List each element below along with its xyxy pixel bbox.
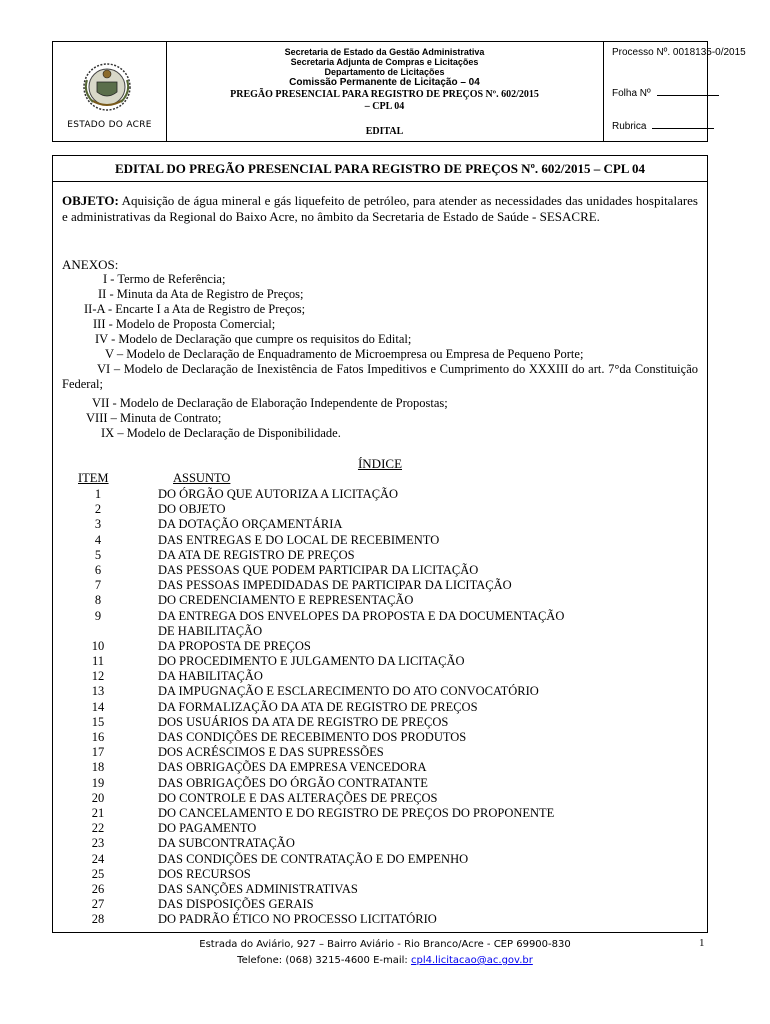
- indice-col-assunto: ASSUNTO: [173, 471, 231, 485]
- header-title-cell: [166, 42, 604, 141]
- indice-row: [53, 836, 709, 851]
- indice-row: [53, 684, 709, 699]
- logo-cell: [53, 42, 167, 141]
- indice-title: ÍNDICE: [357, 456, 403, 471]
- indice-row: [53, 700, 709, 715]
- indice-row: [53, 624, 709, 639]
- indice-item-subject: DAS OBRIGAÇÕES DO ÓRGÃO CONTRATANTE: [158, 775, 428, 790]
- indice-item-subject: DO CANCELAMENTO E DO REGISTRO DE PREÇOS DO PROPONENTE: [158, 805, 555, 820]
- indice-item-number: 15: [91, 714, 105, 729]
- indice-item-subject: DA SUBCONTRATAÇÃO: [158, 836, 295, 851]
- indice-item-number: 23: [91, 836, 105, 851]
- indice-item-subject: DAS DISPOSIÇÕES GERAIS: [158, 897, 314, 912]
- indice-item-number: 7: [94, 578, 102, 593]
- indice-item-subject: DAS PESSOAS IMPEDIDADAS DE PARTICIPAR DA LICITAÇÃO: [158, 578, 512, 593]
- indice-item-subject: DAS OBRIGAÇÕES DA EMPRESA VENCEDORA: [158, 760, 427, 775]
- processo-number: Processo Nº. 0018135-0/2015: [612, 47, 746, 58]
- indice-row: [53, 533, 709, 548]
- folha-field: [612, 86, 719, 99]
- indice-row: [53, 806, 709, 821]
- secretaria-line: Secretaria de Estado da Gestão Administrativa: [284, 47, 485, 57]
- indice-row: [53, 882, 709, 897]
- indice-item-subject: DE HABILITAÇÃO: [158, 623, 263, 638]
- estado-label: ESTADO DO ACRE: [67, 120, 152, 130]
- indice-row: [53, 487, 709, 502]
- indice-item-subject: DAS CONDIÇÕES DE CONTRATAÇÃO E DO EMPENHO: [158, 851, 469, 866]
- anexo-item: IV - Modelo de Declaração que cumpre os requisitos do Edital;: [95, 332, 412, 346]
- document-header: [52, 41, 746, 142]
- indice-item-number: 19: [91, 775, 105, 790]
- pregao-line-1: PREGÃO PRESENCIAL PARA REGISTRO DE PREÇOS Nº. 602/2015: [230, 89, 539, 100]
- indice-row: [53, 563, 709, 578]
- indice-item-number: 8: [94, 593, 102, 608]
- indice-item-subject: DO PROCEDIMENTO E JULGAMENTO DA LICITAÇÃO: [158, 654, 465, 669]
- indice-row: [53, 593, 709, 608]
- indice-item-number: 24: [91, 851, 105, 866]
- indice-item-number: 16: [91, 730, 105, 744]
- indice-item-number: 18: [91, 760, 105, 775]
- page-number: 1: [699, 937, 705, 949]
- indice-item-subject: DAS ENTREGAS E DO LOCAL DE RECEBIMENTO: [158, 532, 440, 547]
- footer-email-link[interactable]: cpl4.licitacao@ac.gov.br: [410, 955, 533, 966]
- folha-label: Folha Nº: [612, 88, 651, 99]
- indice-item-number: 5: [94, 547, 102, 562]
- indice-list: [53, 487, 709, 927]
- process-info-cell: [604, 42, 746, 141]
- indice-item-subject: DO CONTROLE E DAS ALTERAÇÕES DE PREÇOS: [158, 790, 438, 805]
- indice-item-number: 4: [94, 532, 102, 547]
- anexo-item: II-A - Encarte I a Ata de Registro de Preços;: [84, 302, 306, 316]
- indice-row: [53, 517, 709, 532]
- title-divider: [53, 181, 707, 182]
- anexo-item: IX – Modelo de Declaração de Disponibilidade.: [101, 426, 341, 440]
- footer-address: Estrada do Aviário, 927 – Bairro Aviário - Rio Branco/Acre - CEP 69900-830: [199, 939, 571, 950]
- indice-row: [53, 867, 709, 882]
- indice-row: [53, 548, 709, 563]
- objeto-paragraph: [62, 193, 698, 225]
- indice-item-subject: DOS ACRÉSCIMOS E DAS SUPRESSÕES: [158, 745, 384, 760]
- indice-item-subject: DA IMPUGNAÇÃO E ESCLARECIMENTO DO ATO CONVOCATÓRIO: [158, 684, 539, 699]
- edital-title: EDITAL DO PREGÃO PRESENCIAL PARA REGISTRO DE PREÇOS Nº. 602/2015 – CPL 04: [114, 161, 646, 176]
- pregao-line-2: – CPL 04: [364, 101, 405, 112]
- indice-row: [53, 745, 709, 760]
- indice-item-subject: DO OBJETO: [158, 502, 226, 517]
- indice-item-subject: DA HABILITAÇÃO: [158, 669, 263, 684]
- indice-row: [53, 715, 709, 730]
- indice-item-subject: DA DOTAÇÃO ORÇAMENTÁRIA: [158, 517, 343, 532]
- anexo-item: VIII – Minuta de Contrato;: [86, 411, 222, 425]
- anexo-item: V – Modelo de Declaração de Enquadramento de Microempresa ou Empresa de Pequeno Porte;: [105, 347, 584, 361]
- rubrica-field: [612, 119, 714, 132]
- anexo-item: I - Termo de Referência;: [103, 272, 226, 286]
- page-footer: [0, 937, 770, 969]
- indice-item-number: 1: [94, 487, 102, 501]
- indice-item-subject: DA FORMALIZAÇÃO DA ATA DE REGISTRO DE PREÇOS: [158, 699, 478, 714]
- rubrica-label: Rubrica: [612, 121, 647, 132]
- rubrica-blank: [652, 119, 714, 129]
- indice-item-subject: DO CREDENCIAMENTO E REPRESENTAÇÃO: [158, 593, 414, 608]
- indice-row: [53, 760, 709, 775]
- indice-item-number: 28: [91, 912, 105, 927]
- indice-row: [53, 776, 709, 791]
- indice-item-subject: DA ENTREGA DOS ENVELOPES DA PROPOSTA E DA DOCUMENTAÇÃO: [158, 608, 565, 623]
- anexo-item: VI – Modelo de Declaração de Inexistência de Fatos Impeditivos e Cumprimento do XXXIII do art. 7°da Constituição Federal;: [62, 362, 698, 391]
- indice-item-subject: DAS SANÇÕES ADMINISTRATIVAS: [158, 881, 358, 896]
- comissao-line: Comissão Permanente de Licitação – 04: [289, 77, 480, 88]
- indice-item-number: 27: [91, 897, 105, 912]
- objeto-label: OBJETO:: [62, 193, 119, 208]
- indice-item-number: 20: [91, 790, 105, 805]
- indice-col-item: ITEM: [78, 471, 109, 485]
- indice-row: [53, 852, 709, 867]
- indice-item-number: 6: [94, 562, 102, 577]
- indice-item-number: 11: [91, 654, 105, 669]
- indice-row: [53, 654, 709, 669]
- indice-item-subject: DAS CONDIÇÕES DE RECEBIMENTO DOS PRODUTOS: [158, 730, 467, 744]
- footer-contact: [0, 953, 770, 969]
- indice-item-subject: DO ÓRGÃO QUE AUTORIZA A LICITAÇÃO: [158, 487, 399, 501]
- objeto-text: Aquisição de água mineral e gás liquefeito de petróleo, para atender as necessidades das unidades hospitalares e administrativas da Regional do Baixo Acre, no âmbito da Secretaria de Estado de Saúde - SESACRE.: [62, 193, 698, 224]
- indice-item-number: 10: [91, 638, 105, 653]
- indice-item-number: 21: [91, 805, 105, 820]
- indice-item-number: 25: [91, 866, 105, 881]
- anexos-label: ANEXOS:: [62, 257, 119, 272]
- indice-item-subject: DO PADRÃO ÉTICO NO PROCESSO LICITATÓRIO: [158, 912, 437, 927]
- indice-item-subject: DA PROPOSTA DE PREÇOS: [158, 638, 311, 653]
- indice-item-subject: DAS PESSOAS QUE PODEM PARTICIPAR DA LICITAÇÃO: [158, 562, 479, 577]
- indice-row: [53, 730, 709, 745]
- indice-item-subject: DA ATA DE REGISTRO DE PREÇOS: [158, 547, 355, 562]
- indice-item-subject: DOS USUÁRIOS DA ATA DE REGISTRO DE PREÇOS: [158, 714, 449, 729]
- indice-item-subject: DOS RECURSOS: [158, 866, 251, 881]
- edital-body: [52, 155, 708, 933]
- indice-item-number: 22: [91, 821, 105, 836]
- indice-item-number: 14: [91, 699, 105, 714]
- edital-label: EDITAL: [365, 126, 404, 137]
- indice-row: [53, 897, 709, 912]
- footer-phone: Telefone: (068) 3215-4600 E-mail:: [237, 955, 411, 966]
- indice-item-number: 26: [91, 881, 105, 896]
- indice-row: [53, 912, 709, 927]
- adjunta-line: Secretaria Adjunta de Compras e Licitações: [290, 57, 479, 67]
- anexo-item: II - Minuta da Ata de Registro de Preços;: [98, 287, 304, 301]
- indice-row: [53, 821, 709, 836]
- indice-item-number: 3: [94, 517, 102, 532]
- anexo-item: III - Modelo de Proposta Comercial;: [93, 317, 276, 331]
- indice-item-number: 13: [91, 684, 105, 699]
- indice-item-number: 12: [91, 669, 105, 684]
- indice-item-subject: DO PAGAMENTO: [158, 821, 257, 836]
- indice-row: [53, 639, 709, 654]
- departamento-line: Departamento de Licitações: [324, 67, 445, 77]
- folha-blank: [657, 86, 719, 96]
- indice-item-number: 2: [94, 502, 102, 517]
- indice-row: [53, 578, 709, 593]
- anexo-item: VII - Modelo de Declaração de Elaboração Independente de Propostas;: [92, 396, 448, 410]
- state-crest-icon: [81, 60, 133, 118]
- indice-item-number: 9: [94, 608, 102, 623]
- indice-row: [53, 609, 709, 624]
- indice-row: [53, 502, 709, 517]
- indice-row: [53, 669, 709, 684]
- indice-row: [53, 791, 709, 806]
- indice-item-number: 17: [91, 745, 105, 760]
